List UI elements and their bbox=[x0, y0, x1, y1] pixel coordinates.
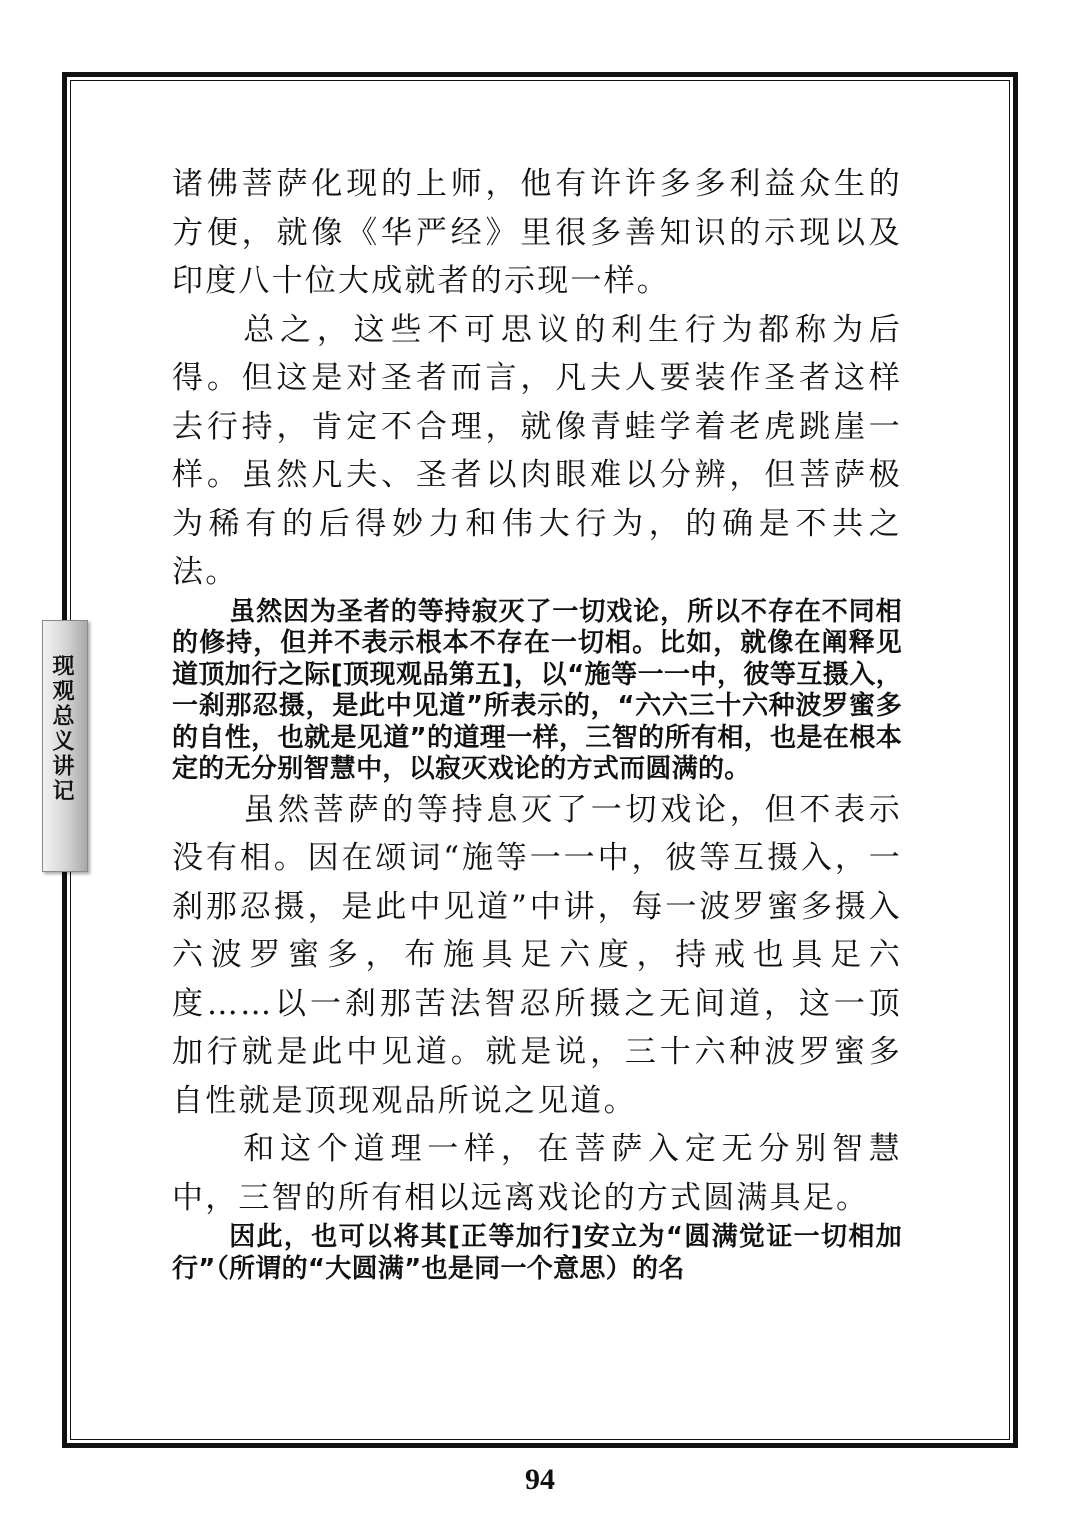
paragraph-1: 诸佛菩萨化现的上师，他有许许多多利益众生的方便，就像《华严经》里很多善知识的示现以及印度八十位大成就者的示现一样。 bbox=[172, 166, 902, 299]
paragraph-3: 虽然菩萨的等持息灭了一切戏论，但不表示没有相。因在颂词“施等一一中，彼等互摄入，一刹那忍摄，是此中见道”中讲，每一波罗蜜多摄入六波罗蜜多，布施具足六度，持戒也具足六度……以一刹那苦法智忍所摄之无间道，这一顶加行就是此中见道。就是说，三十六种波罗蜜多自性就是顶现观品所说之见道。 bbox=[172, 791, 902, 1119]
side-tab-title: 现观总义讲记 bbox=[49, 654, 75, 804]
paragraph-2: 总之，这些不可思议的利生行为都称为后得。但这是对圣者而言，凡夫人要装作圣者这样去行持，肯定不合理，就像青蛙学着老虎跳崖一样。虽然凡夫、圣者以肉眼难以分辨，但菩萨极为稀有的后得妙力和伟大行为，的确是不共之法。 bbox=[172, 311, 902, 590]
paragraph-4: 和这个道理一样，在菩萨入定无分别智慧中，三智的所有相以远离戏论的方式圆满具足。 bbox=[172, 1131, 902, 1216]
page-number: 94 bbox=[525, 1463, 555, 1496]
root-text-paragraph-2: 因此，也可以将其[正等加行]安立为“圆满觉证一切相加行”（所谓的“大圆满”也是同一个意思）的名 bbox=[172, 1222, 902, 1284]
root-text-paragraph-1: 虽然因为圣者的等持寂灭了一切戏论，所以不存在不同相的修持，但并不表示根本不存在一切相。比如，就像在阐释见道顶加行之际[顶现观品第五]，以“施等一一中，彼等互摄入，一刹那忍摄，是此中见道”所表示的，“六六三十六种波罗蜜多的自性，也就是见道”的道理一样，三智的所有相，也是在根本定的无分别智慧中，以寂灭戏论的方式而圆满的。 bbox=[172, 596, 902, 784]
body-text bbox=[172, 160, 902, 1285]
